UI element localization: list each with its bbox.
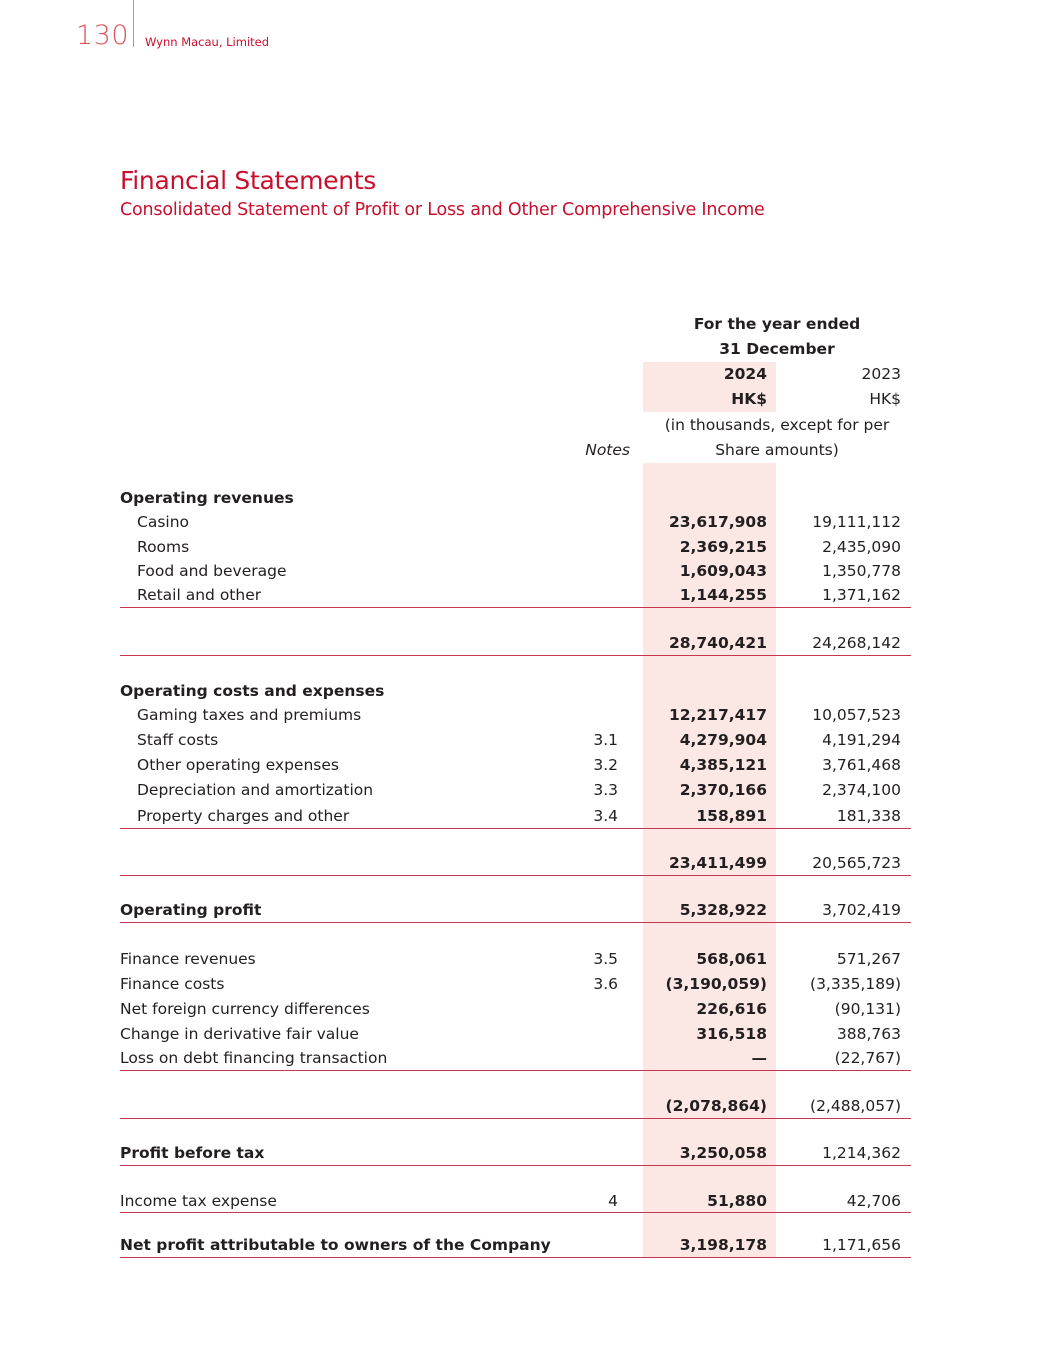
table-row: Staff costs 3.1 4,279,904 4,191,294 <box>137 731 901 749</box>
section-heading-operating-costs: Operating costs and expenses <box>120 682 385 700</box>
rule-line <box>120 1212 911 1213</box>
page-title: Financial Statements <box>120 166 376 195</box>
profit-before-tax-row: Profit before tax 3,250,058 1,214,362 <box>120 1144 901 1162</box>
subtotal-row-finance: (2,078,864) (2,488,057) <box>665 1097 901 1115</box>
company-name: Wynn Macau, Limited <box>145 35 270 49</box>
table-row: Other operating expenses 3.2 4,385,121 3,761,468 <box>137 756 901 774</box>
table-row: Food and beverage 1,609,043 1,350,778 <box>137 562 901 580</box>
notes-heading: Notes <box>585 441 630 459</box>
header-divider <box>133 0 134 47</box>
income-tax-row: Income tax expense 4 51,880 42,706 <box>120 1192 901 1210</box>
table-row: Retail and other 1,144,255 1,371,162 <box>137 586 901 604</box>
table-row: Change in derivative fair value 316,518 388,763 <box>120 1025 901 1043</box>
year-current-heading: 2024 <box>723 365 767 383</box>
subtotal-row-operating-revenues: 28,740,421 24,268,142 <box>668 634 901 652</box>
currency-current-heading: HK$ <box>731 390 767 408</box>
page-header <box>0 0 400 60</box>
table-row: Property charges and other 3.4 158,891 181,338 <box>137 807 901 825</box>
table-row: Loss on debt financing transaction — (22,767) <box>120 1049 901 1067</box>
table-row: Depreciation and amortization 3.3 2,370,166 2,374,100 <box>137 781 901 799</box>
table-row: Finance revenues 3.5 568,061 571,267 <box>120 950 901 968</box>
unit-note-line1: (in thousands, except for per <box>664 416 890 434</box>
currency-prior-heading: HK$ <box>869 390 901 408</box>
period-heading-line2: 31 December <box>719 340 835 358</box>
table-row: Casino 23,617,908 19,111,112 <box>137 513 901 531</box>
table-row: Gaming taxes and premiums 12,217,417 10,057,523 <box>137 706 901 724</box>
section-heading-operating-revenues: Operating revenues <box>120 489 294 507</box>
rule-line <box>120 1257 911 1258</box>
operating-profit-row: Operating profit 5,328,922 3,702,419 <box>120 901 901 919</box>
period-heading-line1: For the year ended <box>693 315 861 333</box>
rule-line <box>120 1118 911 1119</box>
unit-note-line2: Share amounts) <box>715 441 839 459</box>
subtotal-row-operating-costs: 23,411,499 20,565,723 <box>668 854 901 872</box>
rule-line <box>120 655 911 656</box>
rule-line <box>120 828 911 829</box>
net-profit-row: Net profit attributable to owners of the Company 3,198,178 1,171,656 <box>120 1236 901 1254</box>
table-row: Finance costs 3.6 (3,190,059) (3,335,189) <box>120 975 901 993</box>
rule-line <box>120 607 911 608</box>
rule-line <box>120 1070 911 1071</box>
rule-line <box>120 922 911 923</box>
table-row: Net foreign currency differences 226,616 (90,131) <box>120 1000 901 1018</box>
rule-line <box>120 875 911 876</box>
table-row: Rooms 2,369,215 2,435,090 <box>137 538 901 556</box>
rule-line <box>120 1165 911 1166</box>
page-subtitle: Consolidated Statement of Profit or Loss and Other Comprehensive Income <box>120 200 765 220</box>
page-number: 130 <box>76 20 130 51</box>
year-prior-heading: 2023 <box>861 365 901 383</box>
